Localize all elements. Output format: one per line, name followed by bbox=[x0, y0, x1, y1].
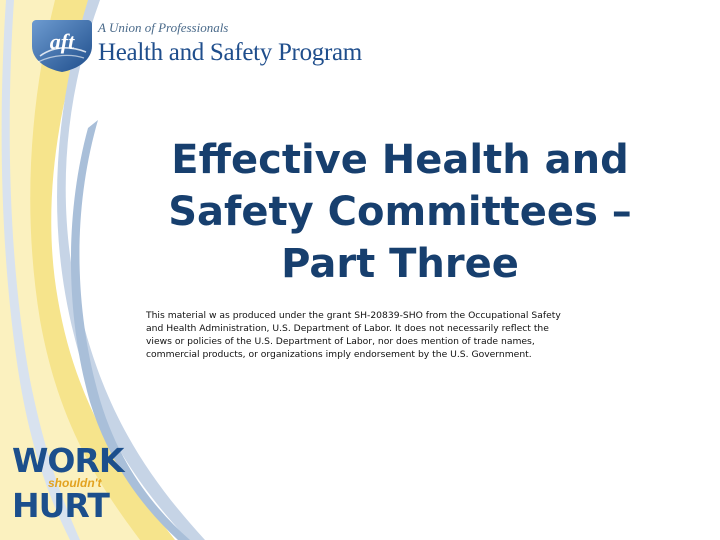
logo-word-hurt: HURT bbox=[12, 486, 109, 525]
disclaimer-line-2: and Health Administration, U.S. Department of Labor. It does not necessarily reflect the bbox=[146, 323, 549, 334]
org-tagline: A Union of Professionals bbox=[98, 20, 229, 35]
program-title: Health and Safety Program bbox=[98, 39, 362, 66]
logo-word-work: WORK bbox=[12, 441, 124, 480]
disclaimer-line-3: views or policies of the U.S. Department of Labor, nor does mention of trade names, bbox=[146, 336, 535, 347]
grant-disclaimer bbox=[146, 309, 626, 361]
disclaimer-line-1: This material w as produced under the grant SH-20839-SHO from the Occupational Safety bbox=[146, 310, 561, 321]
logo-word-shouldnt: shouldn't bbox=[48, 476, 102, 490]
slide-title bbox=[110, 134, 690, 290]
disclaimer-line-4: commercial products, or organizations imply endorsement by the U.S. Government. bbox=[146, 349, 532, 360]
program-header bbox=[28, 16, 368, 76]
aft-logo-icon bbox=[28, 16, 96, 74]
title-line-2: Safety Committees – bbox=[168, 189, 632, 235]
work-shouldnt-hurt-logo bbox=[12, 441, 124, 526]
title-line-1: Effective Health and bbox=[171, 137, 629, 183]
logo-text: aft bbox=[49, 29, 75, 54]
title-line-3: Part Three bbox=[281, 241, 519, 287]
